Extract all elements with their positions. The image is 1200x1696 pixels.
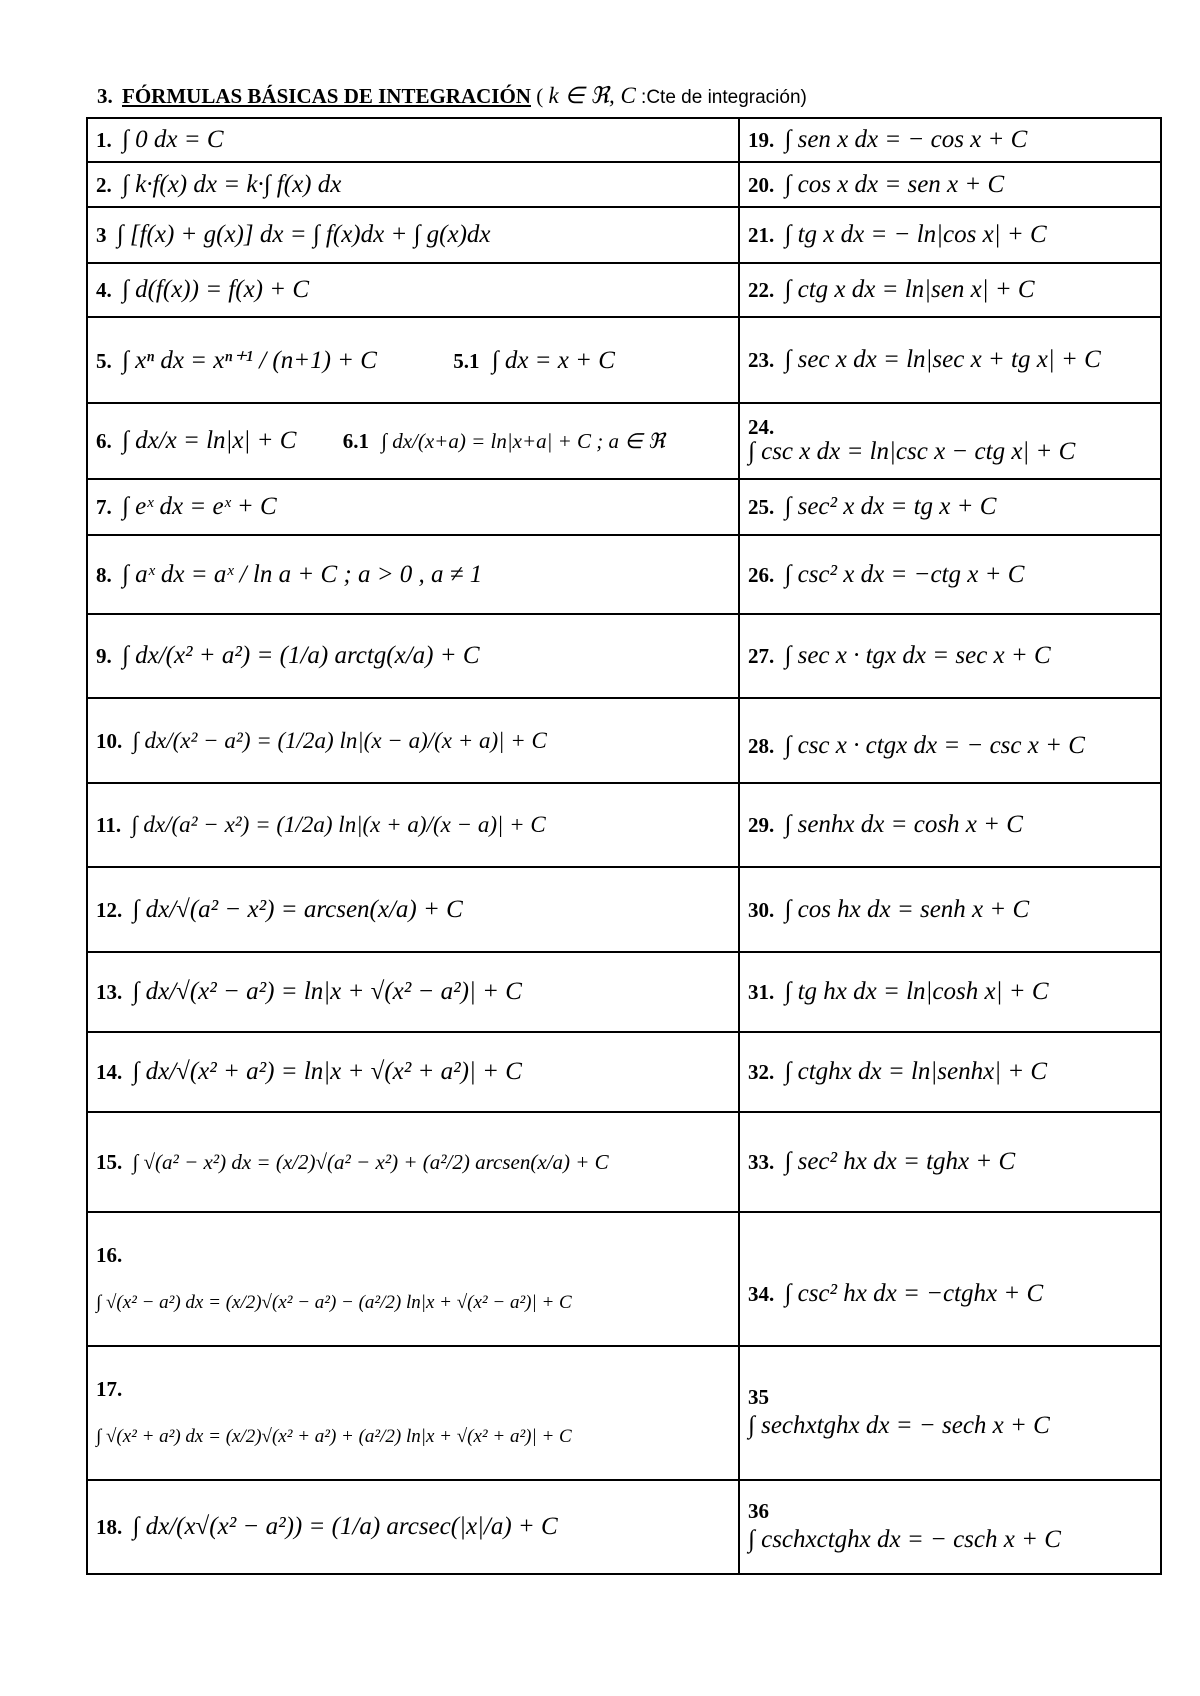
formula-cell-right <box>739 317 1161 403</box>
title-open-paren: ( <box>536 84 544 108</box>
extra-formula-number: 6.1 <box>342 429 369 453</box>
formula-text: ∫ cschxctghx dx = − csch x + C <box>748 1526 1061 1553</box>
formula-number: 15. <box>96 1150 123 1174</box>
formula-text: ∫ k·f(x) dx = k·∫ f(x) dx <box>122 170 342 198</box>
formula-row <box>87 479 1161 535</box>
formula-text: ∫ tg hx dx = ln|cosh x| + C <box>784 978 1049 1005</box>
formula-number: 23. <box>748 348 775 372</box>
extra-formula <box>453 347 615 374</box>
formula-cell-left <box>87 317 739 403</box>
formula-cell-left <box>87 207 739 263</box>
section-number: 3. <box>97 84 113 108</box>
formula-cell-left <box>87 783 739 867</box>
formula-cell-right <box>739 1112 1161 1212</box>
formula-text: ∫ dx/(x² + a²) = (1/a) arctg(x/a) + C <box>122 642 480 669</box>
formula-cell-right <box>739 1346 1161 1480</box>
formula-row <box>87 162 1161 207</box>
formula-cell-right <box>739 535 1161 614</box>
formula-number: 12. <box>96 897 123 922</box>
formula-cell-left <box>87 162 739 207</box>
formula-number: 9. <box>96 644 112 668</box>
formula-text: ∫ √(a² − x²) dx = (x/2)√(a² − x²) + (a²/2) arcsen(x/a) + C <box>132 1150 609 1174</box>
formula-text: ∫ dx/√(x² − a²) = ln|x + √(x² − a²)| + C <box>132 978 522 1005</box>
formula-number: 31. <box>748 980 775 1004</box>
formula-row <box>87 1032 1161 1112</box>
formula-cell-right <box>739 162 1161 207</box>
extra-formula-text: ∫ dx = x + C <box>491 347 615 374</box>
formula-number: 16. <box>96 1243 123 1267</box>
formula-text: ∫ sechxtghx dx = − sech x + C <box>748 1412 1050 1439</box>
formula-text: ∫ csc² hx dx = −ctghx + C <box>784 1280 1044 1307</box>
formula-number: 33. <box>748 1150 775 1174</box>
formula-text: ∫ [f(x) + g(x)] dx = ∫ f(x)dx + ∫ g(x)dx <box>116 221 491 248</box>
formula-number: 17. <box>96 1377 123 1401</box>
formula-text: ∫ d(f(x)) = f(x) + C <box>122 276 310 303</box>
formula-number: 26. <box>748 562 775 587</box>
formula-text: ∫ tg x dx = − ln|cos x| + C <box>784 221 1047 248</box>
formula-cell-right <box>739 1032 1161 1112</box>
formula-text: ∫ dx/(x√(x² − a²)) = (1/a) arcsec(|x|/a) + C <box>132 1513 558 1540</box>
formula-cell-left <box>87 118 739 162</box>
formula-text: ∫ aˣ dx = aˣ / ln a + C ; a > 0 , a ≠ 1 <box>122 560 483 588</box>
formula-row <box>87 867 1161 952</box>
formula-number: 13. <box>96 980 123 1004</box>
formula-cell-left <box>87 698 739 783</box>
formula-number: 29. <box>748 813 775 837</box>
formula-text: ∫ xⁿ dx = xⁿ⁺¹ / (n+1) + C <box>122 347 377 374</box>
formula-cell-left <box>87 479 739 535</box>
formula-row <box>87 317 1161 403</box>
formula-cell-right <box>739 263 1161 317</box>
formula-number: 5. <box>96 349 112 373</box>
formula-row <box>87 403 1161 479</box>
formula-row <box>87 535 1161 614</box>
formula-text: ∫ √(x² − a²) dx = (x/2)√(x² − a²) − (a²/2) ln|x + √(x² − a²)| + C <box>96 1292 572 1313</box>
formula-number: 24. <box>748 415 775 439</box>
formula-number: 6. <box>96 429 112 453</box>
formula-cell-right <box>739 118 1161 162</box>
formula-number: 32. <box>748 1060 775 1084</box>
formula-text: ∫ sec x dx = ln|sec x + tg x| + C <box>784 346 1101 373</box>
extra-formula-text: ∫ dx/(x+a) = ln|x+a| + C ; a ∈ ℜ <box>381 429 665 453</box>
formula-text: ∫ ctghx dx = ln|senhx| + C <box>784 1058 1048 1085</box>
formula-text: ∫ dx/x = ln|x| + C <box>122 427 297 454</box>
formula-cell-right <box>739 867 1161 952</box>
formula-text: ∫ dx/√(x² + a²) = ln|x + √(x² + a²)| + C <box>132 1058 522 1085</box>
formula-text: ∫ dx/√(a² − x²) = arcsen(x/a) + C <box>132 895 463 923</box>
formula-cell-left <box>87 867 739 952</box>
formula-text: ∫ sen x dx = − cos x + C <box>784 126 1028 153</box>
formula-number: 35 <box>748 1385 769 1409</box>
formula-text: ∫ sec² x dx = tg x + C <box>784 493 997 520</box>
formula-text: ∫ csc x · ctgx dx = − csc x + C <box>784 731 1085 759</box>
formula-number: 7. <box>96 495 112 519</box>
title-symbols: k ∈ ℜ, C <box>548 83 636 108</box>
formula-row <box>87 1480 1161 1574</box>
formula-cell-left <box>87 1032 739 1112</box>
formula-cell-right <box>739 207 1161 263</box>
formula-cell-right <box>739 1480 1161 1574</box>
formula-text: ∫ sec² hx dx = tghx + C <box>784 1148 1016 1175</box>
page-title <box>97 83 807 109</box>
formula-number: 34. <box>748 1282 775 1306</box>
formula-cell-left <box>87 1112 739 1212</box>
formula-cell-left <box>87 614 739 698</box>
extra-formula-number: 5.1 <box>453 349 480 373</box>
formula-cell-right <box>739 698 1161 783</box>
formula-number: 2. <box>96 172 112 197</box>
formula-row <box>87 1212 1161 1346</box>
formula-number: 11. <box>96 813 122 837</box>
formula-text: ∫ dx/(a² − x²) = (1/2a) ln|(x + a)/(x − a)| + C <box>131 812 546 837</box>
formula-row <box>87 1346 1161 1480</box>
formula-number: 28. <box>748 733 775 758</box>
formula-number: 10. <box>96 728 123 753</box>
formula-row <box>87 263 1161 317</box>
formula-cell-left <box>87 952 739 1032</box>
formula-cell-left <box>87 263 739 317</box>
formula-number: 19. <box>748 128 775 152</box>
formula-text: ∫ csc x dx = ln|csc x − ctg x| + C <box>748 438 1076 465</box>
formula-cell-right <box>739 614 1161 698</box>
formula-row <box>87 614 1161 698</box>
formula-text: ∫ cos x dx = sen x + C <box>784 170 1005 198</box>
formula-cell-left <box>87 535 739 614</box>
formula-text: ∫ ctg x dx = ln|sen x| + C <box>784 276 1035 303</box>
extra-formula <box>343 427 665 454</box>
formula-row <box>87 207 1161 263</box>
formula-cell-right <box>739 952 1161 1032</box>
formula-cell-left <box>87 1212 739 1346</box>
formula-number: 8. <box>96 562 112 587</box>
formula-text: ∫ dx/(x² − a²) = (1/2a) ln|(x − a)/(x + a)| + C <box>132 727 547 753</box>
formula-row <box>87 118 1161 162</box>
formula-text: ∫ √(x² + a²) dx = (x/2)√(x² + a²) + (a²/2) ln|x + √(x² + a²)| + C <box>96 1426 572 1447</box>
section-title: FÓRMULAS BÁSICAS DE INTEGRACIÓN <box>122 84 531 108</box>
formula-cell-right <box>739 783 1161 867</box>
formula-number: 22. <box>748 278 775 302</box>
formula-cell-left <box>87 403 739 479</box>
formula-number: 30. <box>748 897 775 922</box>
formula-number: 18. <box>96 1515 123 1539</box>
formula-text: ∫ csc² x dx = −ctg x + C <box>784 560 1025 588</box>
formula-text: ∫ cos hx dx = senh x + C <box>784 895 1030 923</box>
formula-row <box>87 952 1161 1032</box>
formula-table <box>86 117 1162 1575</box>
formula-number: 25. <box>748 495 775 519</box>
formula-number: 14. <box>96 1060 123 1084</box>
formula-number: 36 <box>748 1499 769 1523</box>
formula-row <box>87 698 1161 783</box>
formula-text: ∫ sec x · tgx dx = sec x + C <box>784 642 1051 669</box>
formula-cell-left <box>87 1480 739 1574</box>
title-note: :Cte de integración) <box>641 87 807 108</box>
formula-number: 20. <box>748 172 775 197</box>
formula-number: 4. <box>96 278 112 302</box>
formula-text: ∫ eˣ dx = eˣ + C <box>122 493 277 520</box>
formula-row <box>87 1112 1161 1212</box>
formula-cell-right <box>739 479 1161 535</box>
formula-cell-right <box>739 1212 1161 1346</box>
formula-cell-left <box>87 1346 739 1480</box>
formula-text: ∫ 0 dx = C <box>122 126 224 153</box>
formula-number: 3 <box>96 223 107 247</box>
formula-number: 21. <box>748 223 775 247</box>
formula-number: 27. <box>748 644 775 668</box>
formula-number: 1. <box>96 128 112 152</box>
formula-cell-right <box>739 403 1161 479</box>
formula-row <box>87 783 1161 867</box>
formula-text: ∫ senhx dx = cosh x + C <box>784 811 1023 838</box>
